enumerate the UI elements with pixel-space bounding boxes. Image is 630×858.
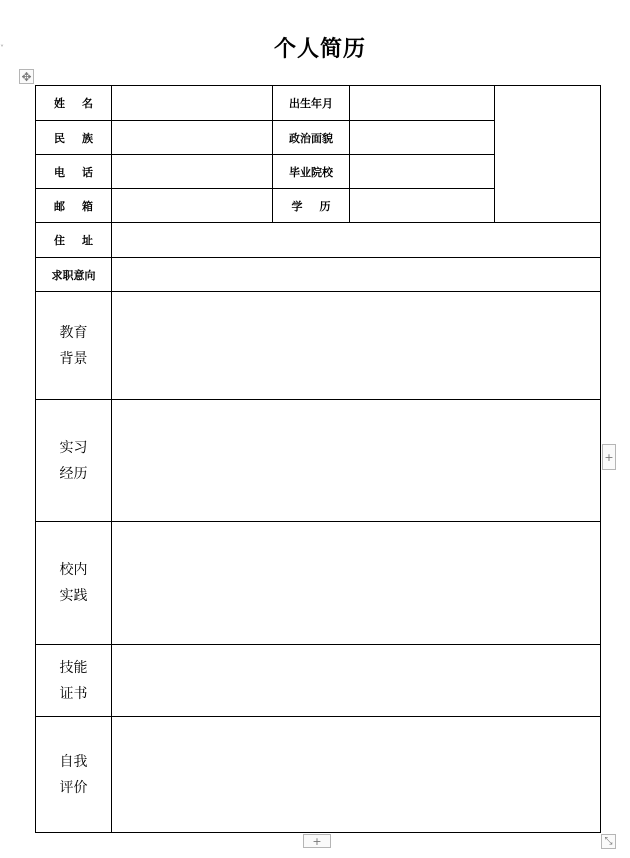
value-birth[interactable] bbox=[350, 86, 494, 120]
label-skills-line2: 证书 bbox=[59, 685, 88, 702]
table-resize-icon[interactable]: ⤡ bbox=[601, 834, 616, 849]
add-row-button[interactable]: + bbox=[303, 834, 331, 848]
label-phone: 电话 bbox=[54, 165, 110, 179]
label-job-intent: 求职意向 bbox=[51, 268, 96, 282]
value-email[interactable] bbox=[112, 189, 272, 222]
label-internship-line1: 实习 bbox=[59, 439, 88, 456]
label-skills bbox=[36, 645, 111, 716]
label-self-eval-line2: 评价 bbox=[59, 779, 88, 796]
value-ethnicity[interactable] bbox=[112, 121, 272, 154]
label-campus-line2: 实践 bbox=[59, 588, 88, 604]
label-school: 毕业院校 bbox=[289, 165, 333, 179]
value-address[interactable] bbox=[112, 223, 600, 257]
document-title: 个人简历 bbox=[273, 36, 366, 62]
label-ethnicity: 民族 bbox=[54, 131, 110, 145]
value-campus[interactable] bbox=[112, 522, 600, 644]
label-education-line1: 教育 bbox=[59, 324, 88, 341]
label-campus-line1: 校内 bbox=[59, 562, 88, 578]
label-self-eval bbox=[36, 717, 111, 832]
page-caret: ˅ bbox=[0, 44, 4, 53]
value-political[interactable] bbox=[350, 121, 494, 154]
table-move-handle[interactable]: ✥ bbox=[19, 69, 34, 84]
label-birth: 出生年月 bbox=[289, 97, 333, 110]
value-skills[interactable] bbox=[112, 645, 600, 716]
label-self-eval-line1: 自我 bbox=[59, 753, 88, 770]
value-school[interactable] bbox=[350, 155, 494, 188]
label-skills-line1: 技能 bbox=[59, 659, 88, 676]
add-column-button[interactable]: + bbox=[602, 444, 616, 470]
value-phone[interactable] bbox=[112, 155, 272, 188]
label-campus bbox=[36, 522, 111, 644]
label-address: 住址 bbox=[54, 234, 110, 247]
label-internship bbox=[36, 400, 111, 521]
label-education-line2: 背景 bbox=[59, 350, 88, 367]
label-name: 姓名 bbox=[54, 97, 110, 110]
label-email: 邮箱 bbox=[54, 199, 110, 213]
value-education[interactable] bbox=[112, 292, 600, 399]
label-political: 政治面貌 bbox=[289, 131, 333, 145]
value-internship[interactable] bbox=[112, 400, 600, 521]
label-internship-line2: 经历 bbox=[59, 465, 88, 482]
label-degree: 学历 bbox=[291, 199, 348, 213]
value-self-eval[interactable] bbox=[112, 717, 600, 832]
photo-cell[interactable] bbox=[495, 86, 600, 222]
value-name[interactable] bbox=[112, 86, 272, 120]
value-degree[interactable] bbox=[350, 189, 494, 222]
value-job-intent[interactable] bbox=[112, 258, 600, 291]
label-education bbox=[36, 292, 111, 399]
